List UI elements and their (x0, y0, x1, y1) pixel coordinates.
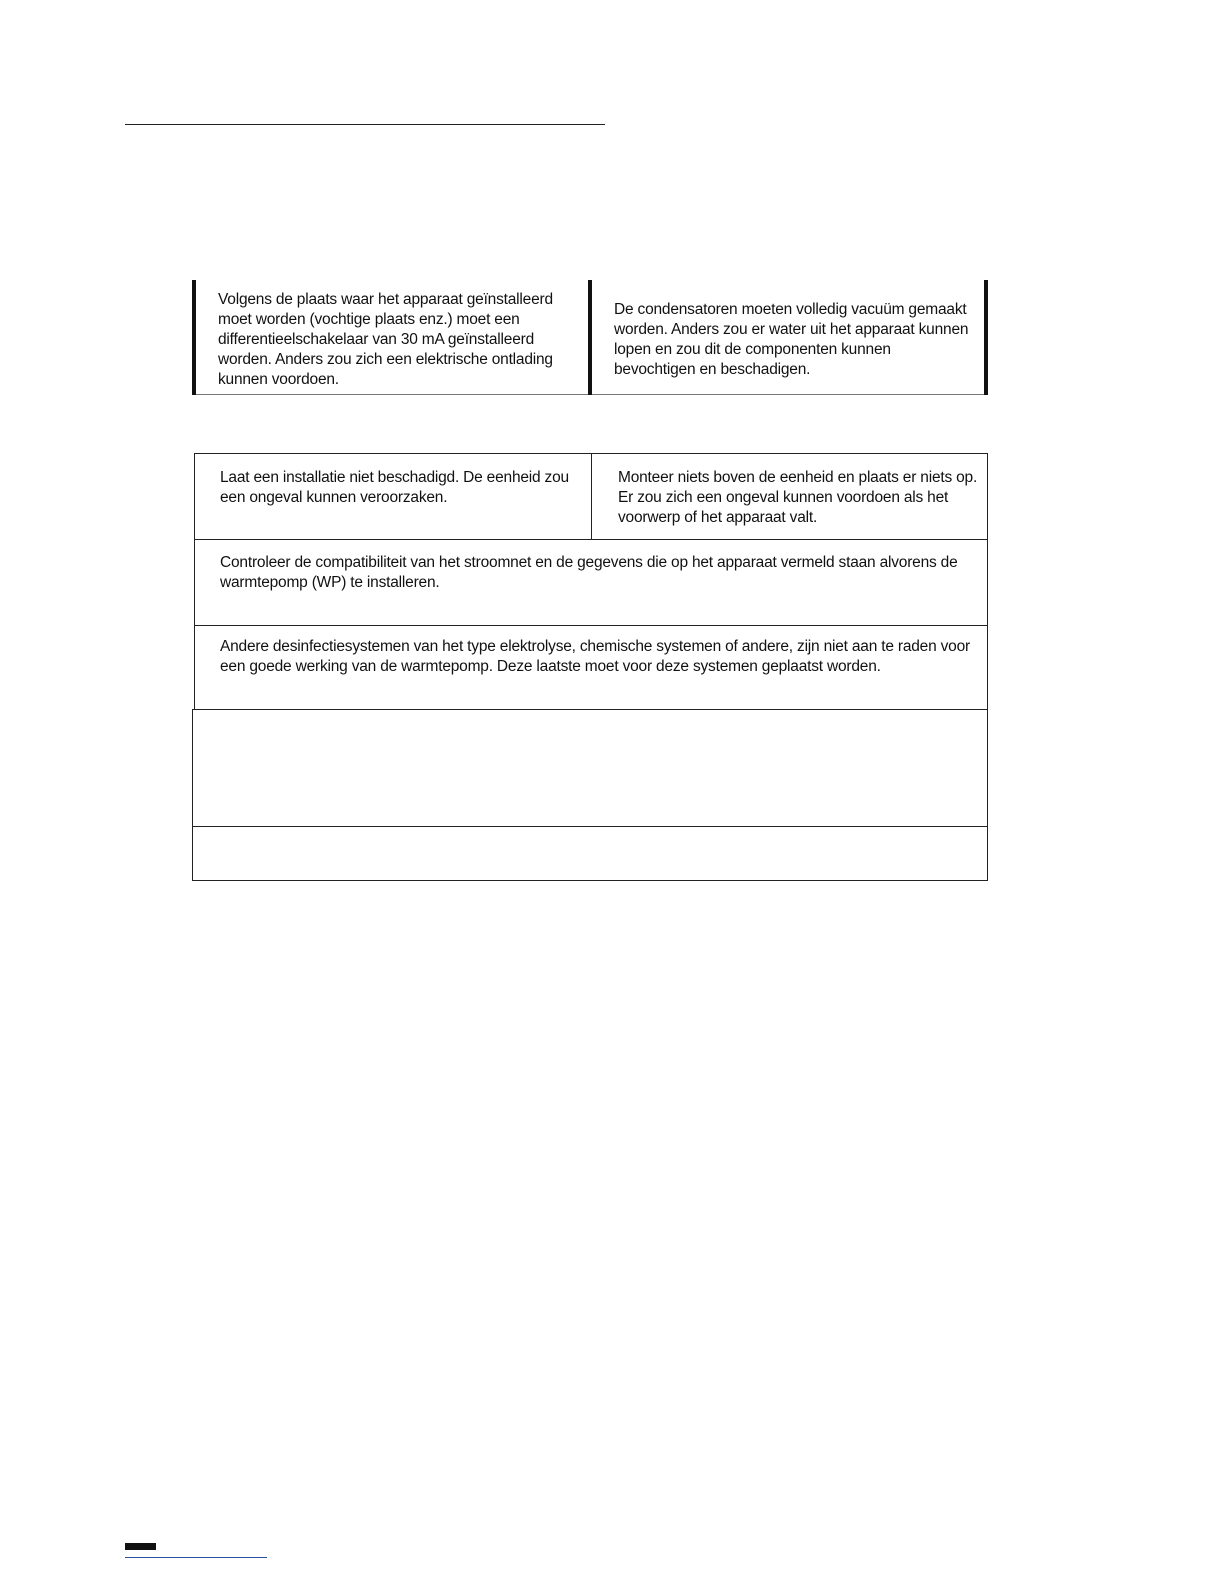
footer-rule (125, 1557, 267, 1558)
grid-compatibility-caution: Controleer de compatibiliteit van het stroomnet en de gegevens die op het apparaat vermeld staan alvorens de warmtepomp (WP) te installeren. (220, 554, 958, 591)
column-divider (591, 454, 592, 540)
installation-cautions-table (194, 453, 988, 710)
differential-switch-warning: Volgens de plaats waar het apparaat geïnstalleerd moet worden (vochtige plaats enz.) moet een differentieelschakelaar van 30 mA geïnstalleerd worden. Anders zou zich een elektrische ontlading kunnen voordoen. (218, 291, 553, 388)
empty-notes-box (192, 709, 988, 881)
header-rule (125, 124, 605, 125)
page-number-marker (125, 1543, 156, 1550)
table-row (195, 454, 987, 540)
disinfection-systems-caution: Andere desinfectiesystemen van het type elektrolyse, chemische systemen of andere, zijn niet aan te raden voor een goede werking van de warmtepomp. Deze laatste moet voor deze systemen geplaatst worden. (220, 638, 970, 675)
left-warning-bar (192, 280, 196, 395)
middle-warning-bar (588, 280, 592, 395)
right-warning-bar (984, 280, 988, 395)
mount-nothing-caution: Monteer niets boven de eenheid en plaats er niets op. Er zou zich een ongeval kunnen voordoen als het voorwerp of het apparaat valt. (618, 469, 978, 526)
condenser-vacuum-warning: De condensatoren moeten volledig vacuüm gemaakt worden. Anders zou er water uit het apparaat kunnen lopen en zou dit de componenten kunnen bevochtigen en beschadigen. (614, 301, 969, 378)
row-divider (193, 826, 987, 827)
table-row (195, 626, 987, 709)
table-row (195, 540, 987, 626)
damaged-installation-caution: Laat een installatie niet beschadigd. De eenheid zou een ongeval kunnen veroorzaken. (220, 469, 569, 506)
warning-block-electrical (192, 280, 988, 395)
